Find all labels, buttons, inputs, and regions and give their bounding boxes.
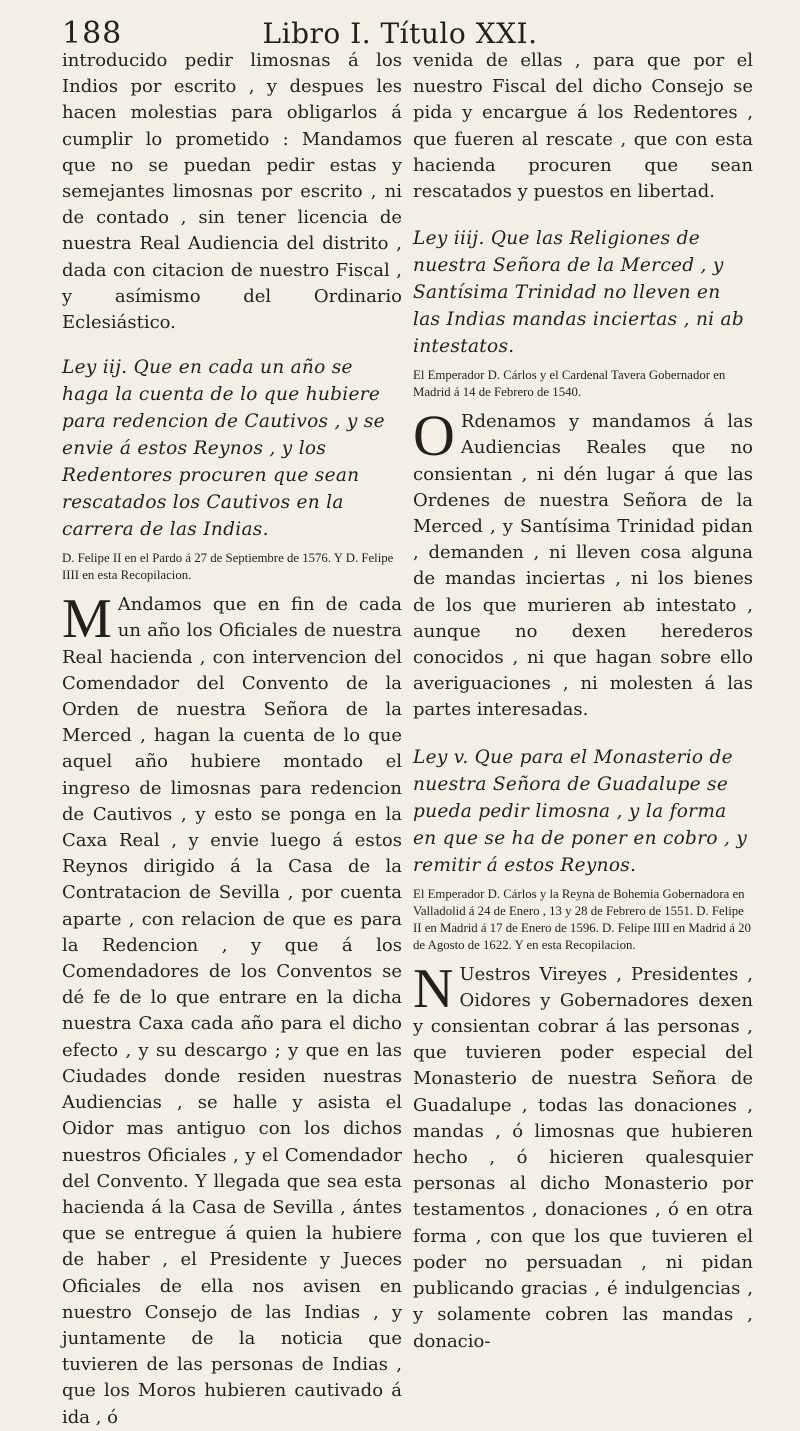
law-body [413, 403, 753, 723]
law-text: Andamos que en fin de cada un año los Oficiales de nuestra Real hacienda , con intervencion del Comendador del Convento de la Orden de nuestra Señora de la Merced , hagan la cuenta de lo que aquel año hubiere montado el ingreso de limosnas para redencion de Cautivos , y esto se ponga en la Caxa Real , y envie luego á estos Reynos dirigido á la Casa de la Contratacion de Sevilla , por cuenta aparte , con relacion de que es para la Redencion , y que á los Comendadores de los Conventos se dé fe de lo que entrare en la dicha nuestra Caxa cada año para el dicho efecto , y su descargo ; y que en las Ciudades donde residen nuestras Audiencias , se halle y asista el Oidor mas antiguo con los dichos nuestros Oficiales , y el Comendador del Convento. Y llegada que sea esta hacienda á la Casa de Sevilla , ántes que se entregue á quien la hubiere de haber , el Presidente y Jueces Oficiales de ella nos avisen en nuestro Consejo de las Indias , y juntamente de la noticia que tuvieren de las personas de Indias , que los Moros hubieren cautivado á ida , ó [62, 594, 402, 1428]
law-provenance: El Emperador D. Cárlos y el Cardenal Tavera Gobernador en Madrid á 14 de Febrero de 1540. [413, 368, 726, 400]
page-number: 188 [62, 16, 123, 51]
left-column [62, 48, 402, 1431]
law-body [62, 588, 402, 1431]
drop-cap-initial: M [62, 588, 112, 651]
continued-paragraph: venida de ellas , para que por el nuestro Fiscal del dicho Consejo se pida y encargue á los Redentores , que fueren al rescate , que con esta hacienda procuren que sean rescatados y puestos en libertad. [413, 50, 753, 203]
law-title: Ley iij. Que en cada un año se haga la cuenta de lo que hubiere para redencion de Cautivos , y se envie á estos Reynos , y los Redentores procuren que sean rescatados los Cautivos en la carrera de las Indias. [62, 357, 385, 541]
law-text: Uestros Vireyes , Presidentes , Oidores y Gobernadores dexen y consientan cobrar á las personas , que tuvieren poder especial del Monasterio de nuestra Señora de Guadalupe , todas las donaciones , mandas , ó limosnas que hubieren hecho , ó hicieren qualesquier personas al dicho Monasterio por testamentos , donaciones , ó en otra forma , con que los que tuvieren el poder no persuadan , ni pidan publicando gracias , é indulgencias , y solamente cobren las mandas , donacio- [413, 963, 753, 1352]
drop-cap-initial: O [413, 403, 455, 469]
law-text: Rdenamos y mandamos á las Audiencias Reales que no consientan , ni dén lugar á que las Ordenes de nuestra Señora de la Merced , y Santísima Trinidad pidan , demanden , ni lleven cosa alguna de mandas inciertas , ni los bienes de los que murieren ab intestato , aunque no dexen herederos conocidos , ni que hagan sobre ello averiguaciones , ni molesten á las partes interesadas. [413, 411, 753, 721]
law-title: Ley v. Que para el Monasterio de nuestra Señora de Guadalupe se pueda pedir limosna , y la forma en que se ha de poner en cobro , y remitir á estos Reynos. [413, 746, 748, 876]
right-column [413, 48, 753, 1355]
law-section-5 [413, 744, 753, 1355]
law-provenance: D. Felipe II en el Pardo á 27 de Septiembre de 1576. Y D. Felipe IIII en esta Recopilacion. [62, 551, 394, 583]
law-title: Ley iiij. Que las Religiones de nuestra Señora de la Merced , y Santísima Trinidad no lleven en las Indias mandas inciertas , ni ab intestatos. [413, 228, 745, 358]
law-section-3 [62, 354, 402, 1431]
law-body [413, 957, 753, 1355]
running-title: Libro I. Título XXI. [262, 17, 538, 50]
law-provenance: El Emperador D. Cárlos y la Reyna de Bohemia Gobernadora en Valladolid á 24 de Enero , 13 y 28 de Febrero de 1551. D. Felipe II en Madrid á 17 de Enero de 1596. D. Felipe IIII en Madrid á 20 de Agosto de 1622. Y en esta Recopilacion. [413, 886, 751, 952]
continued-paragraph: introducido pedir limosnas á los Indios por escrito , y despues les hacen molestias para obligarlos á cumplir lo prometido : Mandamos que no se puedan pedir estas y semejantes limosnas por escrito , ni de contado , sin tener licencia de nuestra Real Audiencia del distrito , dada con citacion de nuestro Fiscal , y asímismo del Ordinario Eclesiástico. [62, 50, 402, 334]
drop-cap-initial: N [413, 957, 454, 1020]
law-section-4 [413, 225, 753, 723]
